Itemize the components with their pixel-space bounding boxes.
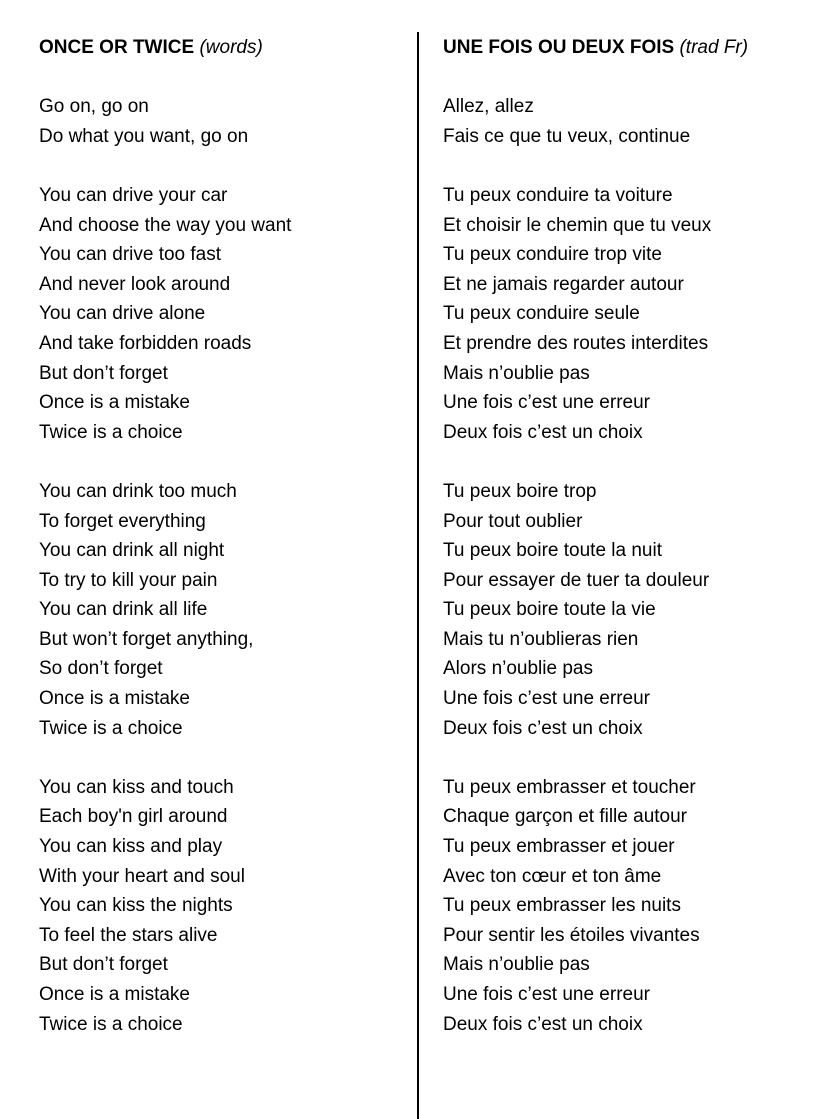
lyric-line: Pour essayer de tuer ta douleur	[443, 569, 710, 591]
lyric-line: Tu peux conduire ta voiture	[443, 184, 673, 206]
lyric-line: Once is a mistake	[39, 688, 190, 710]
lyric-line: Mais n’oublie pas	[443, 954, 590, 976]
stanza	[39, 181, 409, 447]
lyric-line: You can drive too fast	[39, 244, 222, 266]
stanza	[443, 92, 813, 151]
lyric-line: Tu peux embrasser et toucher	[443, 776, 696, 798]
lyric-line: Twice is a choice	[39, 717, 183, 739]
lyric-line: Une fois c’est une erreur	[443, 984, 650, 1005]
lyric-line: You can drive your car	[39, 184, 228, 206]
lyric-line: Twice is a choice	[39, 421, 183, 443]
lyric-line: Tu peux embrasser les nuits	[443, 895, 681, 917]
lyric-line: Tu peux conduire seule	[443, 303, 640, 325]
lyric-line: But don’t forget	[39, 954, 168, 976]
lyric-line: Deux fois c’est un choix	[443, 1013, 643, 1035]
lyric-line: Once is a mistake	[39, 392, 190, 414]
lyric-line: With your heart and soul	[39, 865, 245, 887]
english-stanzas	[39, 92, 409, 1039]
english-title-text: ONCE OR TWICE	[39, 37, 195, 58]
lyric-line: And take forbidden roads	[39, 332, 252, 354]
lyric-line: Pour sentir les étoiles vivantes	[443, 924, 700, 946]
french-title-note: (trad Fr)	[679, 37, 749, 58]
stanza	[443, 181, 813, 447]
french-stanzas	[443, 92, 813, 1039]
stanza	[39, 92, 409, 151]
lyric-line: And choose the way you want	[39, 214, 292, 236]
lyric-line: Go on, go on	[39, 96, 149, 118]
lyric-line: You can kiss and touch	[39, 776, 234, 798]
lyric-line: Tu peux boire toute la vie	[443, 599, 656, 621]
lyric-line: Fais ce que tu veux, continue	[443, 125, 691, 147]
column-divider	[417, 32, 419, 1119]
lyric-line: Tu peux conduire trop vite	[443, 244, 662, 266]
french-title	[443, 33, 813, 63]
stanza	[443, 477, 813, 743]
lyric-line: Et choisir le chemin que tu veux	[443, 214, 712, 236]
stanza	[39, 773, 409, 1039]
lyric-line: Mais tu n’oublieras rien	[443, 628, 639, 650]
lyric-line: Et prendre des routes interdites	[443, 332, 709, 354]
lyric-line: Avec ton cœur et ton âme	[443, 865, 662, 887]
lyric-line: Do what you want, go on	[39, 125, 249, 147]
lyric-line: Une fois c’est une erreur	[443, 688, 650, 710]
lyric-line: Tu peux embrasser et jouer	[443, 836, 675, 858]
lyric-line: To try to kill your pain	[39, 569, 218, 591]
lyric-line: Pour tout oublier	[443, 510, 583, 532]
lyric-line: Each boy'n girl around	[39, 806, 228, 828]
lyric-line: But don’t forget	[39, 362, 168, 384]
lyric-line: Et ne jamais regarder autour	[443, 273, 684, 295]
lyric-line: Deux fois c’est un choix	[443, 717, 643, 739]
english-lyrics-column	[39, 33, 409, 1069]
lyric-line: Twice is a choice	[39, 1013, 183, 1035]
lyric-line: Once is a mistake	[39, 984, 190, 1005]
lyric-line: You can kiss and play	[39, 836, 223, 858]
english-title-note: (words)	[199, 37, 263, 58]
lyric-line: Mais n’oublie pas	[443, 362, 590, 384]
lyric-line: You can drink too much	[39, 480, 237, 502]
lyric-line: Chaque garçon et fille autour	[443, 806, 687, 828]
lyric-line: Allez, allez	[443, 96, 534, 118]
lyric-line: Deux fois c’est un choix	[443, 421, 643, 443]
stanza	[39, 477, 409, 743]
lyric-line: But won’t forget anything,	[39, 628, 254, 650]
french-title-text: UNE FOIS OU DEUX FOIS	[443, 37, 675, 58]
lyric-line: To forget everything	[39, 510, 206, 532]
lyric-line: You can drink all life	[39, 599, 208, 621]
lyric-line: So don’t forget	[39, 658, 163, 680]
stanza	[443, 773, 813, 1039]
lyric-line: Alors n’oublie pas	[443, 658, 593, 680]
lyric-line: Tu peux boire trop	[443, 480, 597, 502]
lyric-line: To feel the stars alive	[39, 924, 218, 946]
lyric-line: Tu peux boire toute la nuit	[443, 540, 662, 562]
english-title	[39, 33, 409, 63]
lyric-line: You can kiss the nights	[39, 895, 233, 917]
lyric-line: You can drink all night	[39, 540, 225, 562]
french-lyrics-column	[443, 33, 813, 1069]
lyric-line: And never look around	[39, 273, 231, 295]
lyric-line: Une fois c’est une erreur	[443, 392, 650, 414]
lyric-line: You can drive alone	[39, 303, 206, 325]
